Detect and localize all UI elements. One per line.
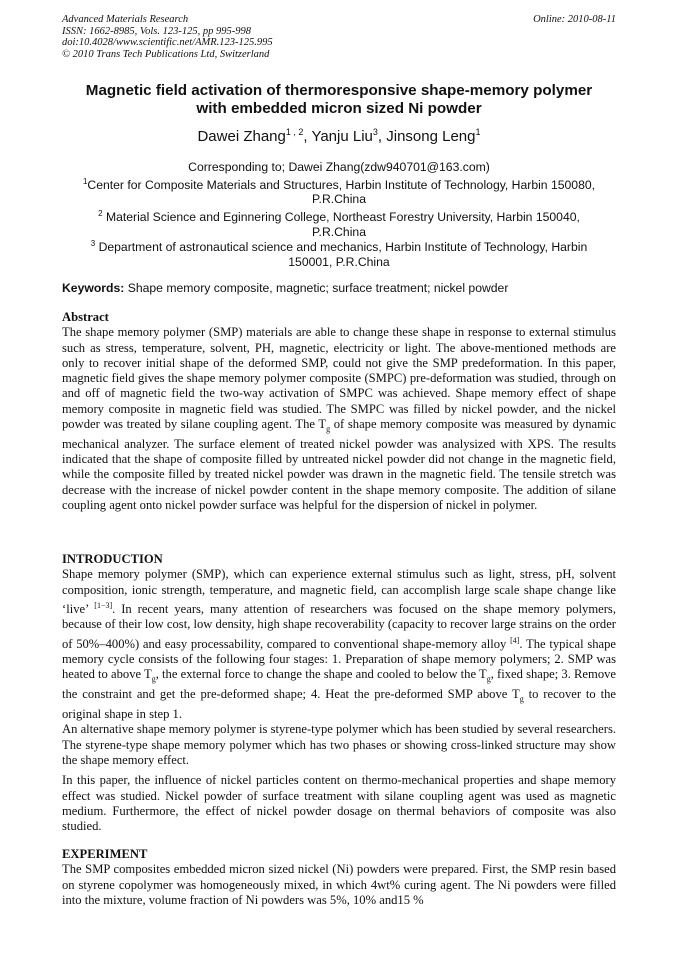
author-1: Dawei Zhang (197, 128, 286, 145)
affiliation-1-cont: P.R.China (312, 192, 366, 207)
title-line-1: Magnetic field activation of thermoresponsive shape-memory polymer (85, 82, 593, 99)
corresponding-author: Corresponding to; Dawei Zhang(zdw940701@163.com) (188, 160, 490, 174)
journal-header (62, 14, 616, 60)
copyright-line: © 2010 Trans Tech Publications Ltd, Switzerland (62, 48, 270, 60)
author-3: Jinsong Leng (386, 128, 476, 145)
experiment-heading: EXPERIMENT (62, 847, 148, 861)
author-2-affil: 3 (372, 127, 378, 137)
affiliation-3: $^3$ Department of astronautical science and mechanics, Harbin Institute of Technology, Harbin (90, 239, 588, 255)
experiment-section (62, 847, 616, 908)
author-1-affil: 1 , 2 (285, 127, 304, 137)
introduction-paragraph-3: In this paper, the influence of nickel particles content on thermo-mechanical properties and shape memory effect was studied. Nickel powder of surface treatment with silane coupling agent was used as magnetic medium. Furthermore, the effect of nickel powder dosage on thermal behaviors of composite was also studied. (62, 773, 616, 834)
doi-line: doi:10.4028/www.scientific.net/AMR.123-125.995 (62, 37, 273, 48)
journal-name: Advanced Materials Research (62, 14, 189, 25)
keywords-text: Shape memory composite, magnetic; surface treatment; nickel powder (127, 281, 509, 295)
title-line-2: with embedded micron sized Ni powder (196, 100, 482, 117)
keywords-label: Keywords: (62, 281, 125, 295)
author-3-affil: 1 (475, 127, 481, 137)
affiliation-1: $^1$Center for Composite Materials and Structures, Harbin Institute of Technology, Harbin 150080, (82, 176, 596, 192)
introduction-paragraph-2: An alternative shape memory polymer is styrene-type polymer which has been studied by several researchers. The styrene-type shape memory polymer which has two phases or showing cross-linked structure may show the shape memory effect. (62, 722, 616, 767)
citation: [4] (510, 635, 520, 645)
abstract-heading: Abstract (62, 310, 109, 324)
affiliation-3-cont: 150001, P.R.China (288, 254, 390, 269)
online-date: Online: 2010-08-11 (533, 14, 616, 25)
experiment-paragraph-1: The SMP composites embedded micron sized nickel (Ni) powders were prepared. First, the SMP resin based on styrene copolymer was homogeneously mixed, in which 4wt% curing agent. The Ni powders were filled into the mixture, volume fraction of Ni powders was 5%, 10% and15 % (62, 862, 616, 907)
abstract-section (62, 310, 616, 513)
introduction-paragraph-1: Shape memory polymer (SMP), which can experience external stimulus such as light, stress, pH, solvent composition, ionic strength, temperature, and magnetic field, can accomplish large scale shape change like ‘live’ [1−3]. In recent years, many attention of researchers was focused on the shape memory polymers, because of their low cost, low density, high shape recoverability (capacity to recover large strains on the order of 50%–400%) and easy processability, compared to conventional shape-memory alloy [4]. The typical shape memory cycle consists of the following four stages: 1. Preparation of shape memory polymers; 2. SMP was heated to above $T_g$, the external force to change the shape and cooled to below the $T_g$, fixed shape; 3. Remove the constraint and get the pre-deformed shape; 4. Heat the pre-deformed SMP above $T_g$ to recover to the original shape in step 1. (62, 567, 617, 722)
author-list: Dawei Zhang$^{1 , 2}$, Yanju Liu$^3$, Jinsong Leng$^1$ (197, 127, 481, 145)
citation: [1−3] (94, 600, 113, 610)
affiliation-2: $^2$ Material Science and Eginnering College, Northeast Forestry University, Harbin 150040, (98, 208, 580, 224)
abstract-paragraph: The shape memory polymer (SMP) materials are able to change these shape in response to external stimulus such as stress, temperature, solvent, PH, magnetic, electricity or light. The above-mentioned methods are only to recover initial shape of the deformed SMP, could not give the SMP predeformation. In this paper, magnetic field gives the shape memory polymer composite (SMPC) pre-deformation was studied, through on and off of magnetic field the two-way activation of SMPC was achieved. Shape memory effect of shape memory composite in magnetic field was studied. The SMPC was filled by nickel powder, and the nickel powder was treated by silane coupling agent. The $T_g$ of shape memory composite was measured by dynamic mechanical analyzer. The surface element of treated nickel powder was analysized with XPS. The results indicated that the shape of composite filled by untreated nickel powder did not change in the magnetic field, while the composite filled by treated nickel powder was drawn in the magnetic field. The tensile stretch was decrease with the increase of nickel powder content in the shape memory composite. The addition of silane coupling agent onto nickel powder surface was helpful for the dispersion of nickel in polymer. (62, 325, 616, 513)
affiliation-block-2 (62, 237, 616, 269)
introduction-section (62, 552, 616, 834)
author-2: Yanju Liu (311, 128, 373, 145)
introduction-heading: INTRODUCTION (62, 552, 163, 566)
keywords-line (62, 281, 616, 295)
affiliation-block-1 (62, 160, 616, 239)
paper-title (62, 82, 616, 118)
affiliation-2-cont: P.R.China (312, 224, 366, 239)
issn-line: ISSN: 1662-8985, Vols. 123-125, pp 995-998 (62, 25, 251, 37)
